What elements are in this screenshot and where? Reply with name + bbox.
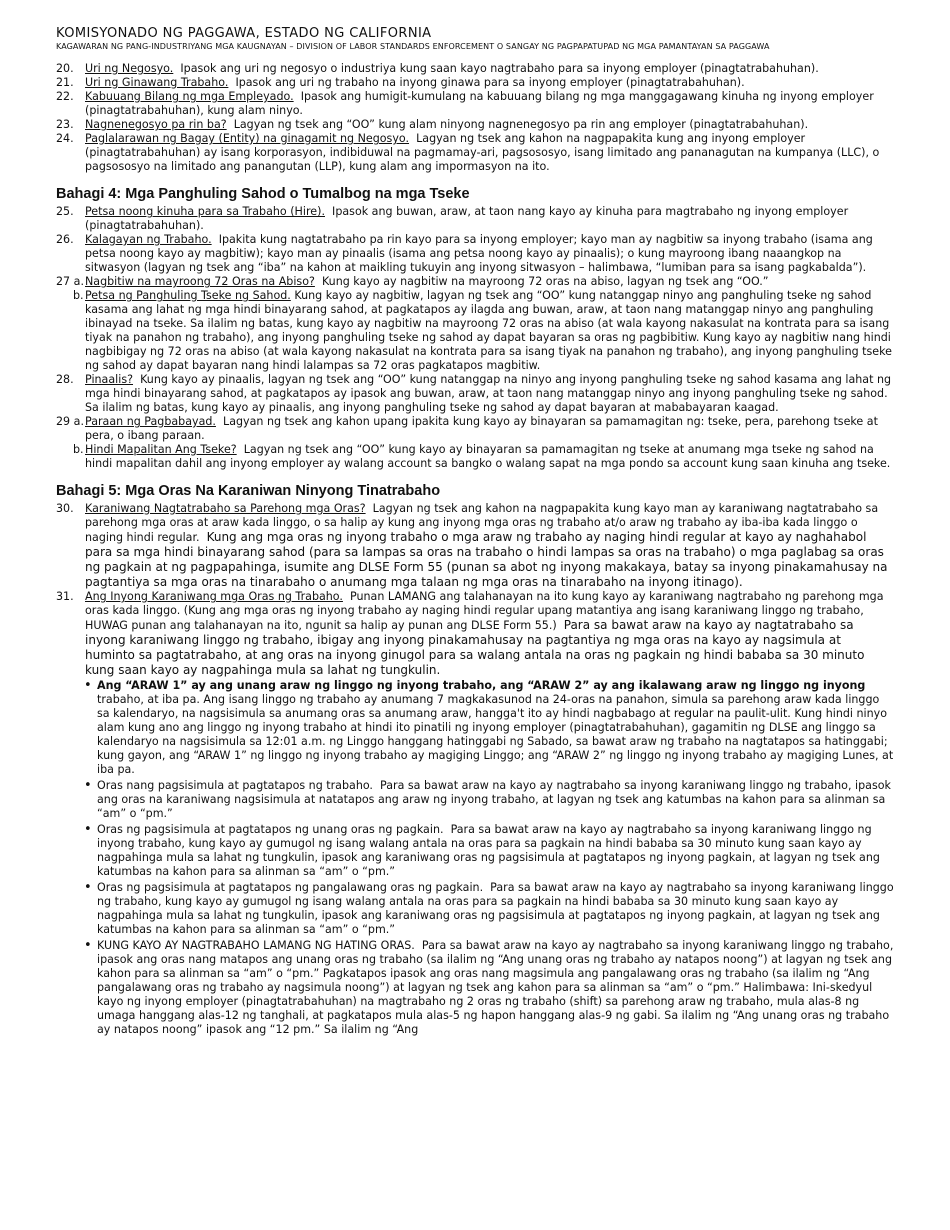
- item-text: Ipasok ang uri ng trabaho na inyong ginawa para sa inyong employer (pinagtatrabahuhan).: [235, 76, 745, 89]
- item-text: Lagyan ng tsek ang kahon na nagpapakita kung ang inyong employer (pinagtatrabahuhan) ay isang korporasyon, indibiduwal na pagmamay-ari, pagsososyo, isang limitado ang pananagutan na kumpanya (LLC), o pagsososyo na limitado ang panangutan (LLP), kung alam ang impormasyon na ito.: [85, 132, 880, 173]
- item-text: Lagyan ng tsek ang kahon upang ipakita kung kayo ay binayaran sa pamamagitan ng: tseke, pera, parehong tseke at pera, o ibang paraan.: [85, 415, 878, 442]
- list-item: [56, 76, 894, 90]
- item-title: Hindi Mapalitan Ang Tseke?: [85, 443, 237, 456]
- list-item: [56, 233, 894, 275]
- bullet-lead: KUNG KAYO AY NAGTRABAHO LAMANG NG HATING ORAS.: [97, 939, 415, 952]
- bullet-text: Para sa bawat araw na kayo ay nagtrabaho sa inyong karaniwang linggo ng trabaho, kung kayo ay gumugol ng isang walang antala na oras para sa pagkain na hindi bababa sa 30 minuto kung saan kayo ay nagpahinga mula sa lahat ng tungkulin, ipasok ang karaniwang oras ng pagsisimula at pagtatapos ng inyong pagkain, at lagyan ng tsek ang katumbas na kahon para sa alinman sa “am” o “pm.”: [97, 881, 894, 936]
- bullet-lead: Oras ng pagsisimula at pagtatapos ng pangalawang oras ng pagkain.: [97, 881, 484, 894]
- item-text: Lagyan ng tsek ang “OO” kung alam ninyong nagnenegosyo pa rin ang employer (pinagtatrabahuhan).: [233, 118, 809, 131]
- item-title: Pinaalis?: [85, 373, 133, 386]
- page-header-title: KOMISYONADO NG PAGGAWA, ESTADO NG CALIFORNIA: [56, 26, 432, 41]
- item-number: 30.: [56, 502, 74, 515]
- bullet-text: Para sa bawat araw na kayo ay nagtrabaho sa inyong karaniwang linggo ng trabaho, ipasok ang oras nang matapos ang unang oras ng trabaho (sa ilalim ng “Ang unang oras ng trabaho ay natapos noong”) at lagyan ng tsek ang kahon para sa alinman sa “am” o “pm.” Pagkatapos ipasok ang oras nang magsimula ang pangalawang oras ng trabaho (sa ilalim ng “Ang pangalawang oras ng trabaho ay nagsimula noong”) at lagyan ng tsek ang kahon para sa alinman sa “am” o “pm.” Halimbawa: Ini-skedyul kayo ng inyong employer (pinagtatrabahuhan) na magtrabaho ng 2 oras ng trabaho (shift) sa parehong araw ng trabaho, mula alas-8 ng umaga hanggang alas-12 ng tanghali, at pagkatapos mula alas-5 ng hapon hanggang alas-9 ng gabi. Sa ilalim ng “Ang unang oras ng trabaho ay natapos noong” ipasok ang “12 pm.” Sa ilalim ng “Ang: [97, 939, 894, 1036]
- bullet-lead: Ang “ARAW 1” ay ang unang araw ng linggo ng inyong trabaho, ang “ARAW 2” ay ang ikalawang araw ng linggo ng inyong: [97, 679, 866, 692]
- list-item: [56, 373, 894, 415]
- item-title: Petsa ng Panghuling Tseke ng Sahod.: [85, 289, 291, 302]
- list-item: [56, 90, 894, 118]
- bullet-item: [97, 881, 894, 937]
- item-number: 28.: [56, 373, 74, 386]
- item-title: Uri ng Negosyo.: [85, 62, 174, 75]
- item-text: Lagyan ng tsek ang “OO” kung kayo ay binayaran sa pamamagitan ng tseke at anumang mga tseke ng sahod na hindi mapalitan dahil ang inyong employer ay walang account sa bangko o walang sapat na mga pondo sa account kung saan kinuha ang tseke.: [85, 443, 891, 470]
- item-text: Ipakita kung nagtatrabaho pa rin kayo para sa inyong employer; kayo man ay nagbitiw sa inyong trabaho (isama ang petsa noong kayo ay magbitiw); kayo man ay pinaalis (isama ang petsa noong kayo ay pinaalis); o kung mayroong ibang naaangkop na sitwasyon (lagyan ng tsek ang “iba” na kahon at maikling tukuyin ang inyong sitwasyon – halimbawa, “lumiban para sa isang pagkabalda”).: [85, 233, 873, 274]
- list-item: [56, 118, 894, 132]
- item-title: Ang Inyong Karaniwang mga Oras ng Trabaho.: [85, 590, 343, 603]
- bullet-text: trabaho, at iba pa. Ang isang linggo ng trabaho ay anumang 7 magkakasunod na 24-oras na panahon, simula sa parehong araw kada linggo sa kalendaryo, na nagsisimula sa anumang oras sa anumang araw, hangga't ito ay hindi nagbabago at regular na paulit-ulit. Kung hindi ninyo alam kung ano ang linggo ng inyong trabaho at hindi ito pinatili ng inyong employer (pinagtatrabahuhan), gagamitin ng DLSE ang linggo sa kalendaryo na nagsisimula sa 12:01 a.m. ng Linggo hanggang hatinggabi ng Sabado, sa bawat araw ng trabaho na nagtatapos sa hatinggabi; kung gayon, ang “ARAW 1” ng linggo ng inyong trabaho ay magiging Linggo; ang “ARAW 2” ng linggo ng inyong trabaho ay magiging Lunes, at iba pa.: [97, 693, 894, 776]
- list-item: [56, 590, 894, 678]
- items-20-24: [56, 62, 894, 174]
- section-4-heading: Bahagi 4: Mga Panghuling Sahod o Tumalbog na mga Tseke: [56, 186, 470, 202]
- item-number: 25.: [56, 205, 74, 218]
- item-title: Nagbitiw na mayroong 72 Oras na Abiso?: [85, 275, 315, 288]
- list-item: [56, 289, 894, 373]
- bullet-item: [97, 679, 894, 777]
- item-number: 24.: [56, 132, 74, 145]
- bullet-item: [97, 823, 894, 879]
- items-25-29: [56, 205, 894, 471]
- page-header-subtitle: KAGAWARAN NG PANG-INDUSTRIYANG MGA KAUGNAYAN – DIVISION OF LABOR STANDARDS ENFORCEMENT O SANGAY NG PAGPAPATUPAD NG MGA PAMANTAYAN SA PAGGAWA: [56, 42, 770, 51]
- item-title: Kabuuang Bilang ng mga Empleyado.: [85, 90, 294, 103]
- item-title: Paglalarawan ng Bagay (Entity) na ginagamit ng Negosyo.: [85, 132, 410, 145]
- item-text: Kung ang mga oras ng inyong trabaho o mga araw ng trabaho ay naging hindi regular at kayo ay naghahabol para sa mga hindi binayarang sahod (para sa lampas sa oras na trabaho o hindi lampas sa oras na trabaho) o mga paglabag sa oras ng pagkain at ng pagpapahinga, isumite ang DLSE Form 55 (punan sa abot ng inyong makakaya, batay sa inyong pinakamahusay na pagtantiya sa mga oras na tinarabaho o anumang mga talaan ng mga oras na tinarabaho na inyong itinago).: [85, 530, 888, 589]
- bullet-item: [97, 779, 894, 821]
- item-title: Kalagayan ng Trabaho.: [85, 233, 212, 246]
- item-text: Punan LAMANG ang talahanayan na ito kung kayo ay karaniwang nagtrabaho ng parehong mga oras kada linggo. (Kung ang mga oras ng inyong trabaho ay naging hindi regular upang matantiya ang isang karaniwang linggo ng trabaho, HUWAG punan ang talahanayan na ito, ngunit sa halip ay punan ang DLSE Form 55.): [85, 590, 884, 632]
- bullet-list: [56, 679, 894, 1037]
- item-number: 20.: [56, 62, 74, 75]
- item-text: Kung kayo ay nagbitiw na mayroong 72 oras na abiso, lagyan ng tsek ang “OO.”: [321, 275, 769, 288]
- item-title: Paraan ng Pagbabayad.: [85, 415, 216, 428]
- item-number: 29 a.: [56, 415, 84, 428]
- bullet-item: [97, 939, 894, 1037]
- item-text: Ipasok ang buwan, araw, at taon nang kayo ay kinuha para magtrabaho ng inyong employer (pinagtatrabahuhan).: [85, 205, 849, 232]
- items-30-31: [56, 502, 894, 1037]
- item-number: b.: [73, 443, 84, 456]
- item-title: Nagnenegosyo pa rin ba?: [85, 118, 227, 131]
- item-number: 26.: [56, 233, 74, 246]
- item-number: b.: [73, 289, 84, 302]
- item-text: Kung kayo ay pinaalis, lagyan ng tsek ang “OO” kung natanggap na ninyo ang inyong panghuling tseke ng sahod kasama ang lahat ng mga hindi binayarang sahod, at pagkatapos ay ipasok ang buwan, araw, at taon nang matanggap ninyo ang inyong panghuling tseke ng sahod. Sa ilalim ng batas, kung kayo ay pinaalis, ang inyong panghuling tseke ng sahod ay dapat bayaran at mababayaran kaagad.: [85, 373, 892, 414]
- item-number: 21.: [56, 76, 74, 89]
- list-item: [56, 132, 894, 174]
- bullet-lead: Oras nang pagsisimula at pagtatapos ng trabaho.: [97, 779, 373, 792]
- list-item: [56, 415, 894, 443]
- item-number: 31.: [56, 590, 74, 603]
- item-text: Para sa bawat araw na kayo ay nagtatrabaho sa inyong karaniwang linggo ng trabaho, ibigay ang inyong pinakamahusay na pagtantiya ng mga oras na kayo ay nagsimula at huminto sa pagtatrabaho, at ang oras na inyong ginugol para sa walang antala na oras ng pagkain ng hindi bababa sa 30 minuto kung saan kayo ay nagpahinga mula sa lahat ng tungkulin.: [85, 618, 865, 677]
- item-number: 23.: [56, 118, 74, 131]
- list-item: [56, 275, 894, 289]
- item-number: 22.: [56, 90, 74, 103]
- item-text: Ipasok ang uri ng negosyo o industriya kung saan kayo nagtrabaho para sa inyong employer (pinagtatrabahuhan).: [180, 62, 819, 75]
- item-title: Karaniwang Nagtatrabaho sa Parehong mga Oras?: [85, 502, 366, 515]
- bullet-text: Para sa bawat araw na kayo ay nagtrabaho sa inyong karaniwang linggo ng inyong trabaho, kung kayo ay gumugol ng isang walang antala na oras para sa pagkain na hindi bababa sa 30 minuto kung saan kayo ay nagpahinga mula sa lahat ng tungkulin, ipasok ang karaniwang oras ng pagsisimula at pagtatapos ng inyong pagkain, at lagyan ng tsek ang katumbas na kahon para sa alinman sa “am” o “pm.”: [97, 823, 880, 878]
- item-number: 27 a.: [56, 275, 84, 288]
- item-text: Lagyan ng tsek ang kahon na nagpapakita kung kayo man ay karaniwang nagtatrabaho sa parehong mga oras at araw kada linggo, o sa halip ay kung ang inyong mga oras ng trabaho at/o araw ng trabaho ay iba-iba kada linggo o naging hindi regular.: [85, 502, 879, 544]
- list-item: [56, 205, 894, 233]
- item-title: Uri ng Ginawang Trabaho.: [85, 76, 229, 89]
- list-item: [56, 62, 894, 76]
- item-text: Ipasok ang humigit-kumulang na kabuuang bilang ng mga manggagawang kinuha ng inyong employer (pinagtatrabahuhan), kung alam ninyo.: [85, 90, 874, 117]
- list-item: [56, 502, 894, 590]
- item-title: Petsa noong kinuha para sa Trabaho (Hire).: [85, 205, 325, 218]
- section-5-heading: Bahagi 5: Mga Oras Na Karaniwan Ninyong Tinatrabaho: [56, 483, 441, 499]
- bullet-lead: Oras ng pagsisimula at pagtatapos ng unang oras ng pagkain.: [97, 823, 444, 836]
- list-item: [56, 443, 894, 471]
- bullet-text: Para sa bawat araw na kayo ay nagtrabaho sa inyong karaniwang linggo ng trabaho, ipasok ang oras na karaniwang nagsisimula at natatapos ang araw ng inyong trabaho, at lagyan ng tsek ang katumbas na kahon para sa alinman sa “am” o “pm.”: [97, 779, 891, 820]
- item-text: Kung kayo ay nagbitiw, lagyan ng tsek ang “OO” kung natanggap ninyo ang panghuling tseke ng sahod kasama ang lahat ng mga hindi binayarang sahod, at pagkatapos ay ilagda ang buwan, araw, at taon nang matanggap ninyo ang panghuling ibinayad na tseke. Sa ilalim ng batas, kung kayo ay nagbitiw na mayroong 72 oras na abiso (at wala kayong nakasulat na kontrata para sa isang tiyak na panahon ng trabaho), ang inyong panghuling tseke ng sahod ay dapat bayaran sa oras ng pagbibitiw. Kung kayo ay nagbitiw nang hindi nagbibigay ng 72 oras na abiso (at wala kayong nakasulat na kontrata para sa isang tiyak na panahon ng trabaho), ang inyong panghuling tseke ng sahod ay dapat bayaran nang hindi lalampas sa 72 oras pagkatapos magbitiw.: [85, 289, 892, 372]
